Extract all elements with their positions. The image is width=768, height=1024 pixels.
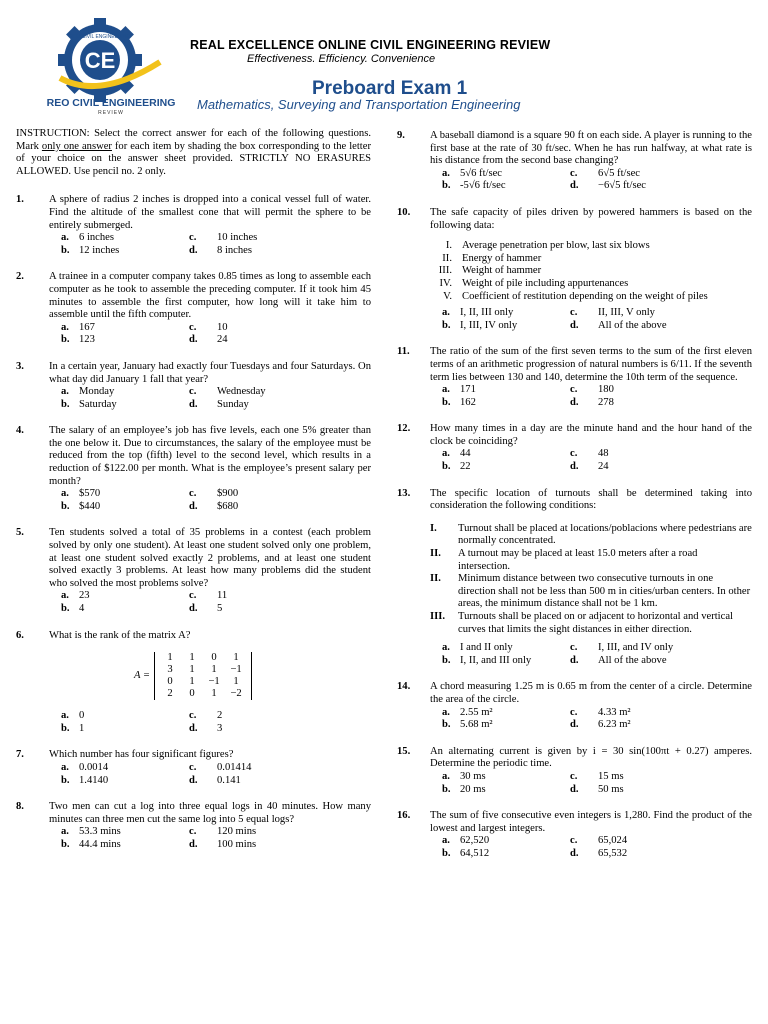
option-d: 8 inches bbox=[217, 244, 253, 256]
left-column bbox=[16, 128, 371, 866]
matrix-a bbox=[134, 652, 371, 700]
question-10: 10. The safe capacity of piles driven by powered hammers is based on the following data: I. Average penetration per blow, last six blows II. Energy of hammer III. Weight of hammer IV. Weight of pile including appurtenances V. Coefficient of restitution depending on the weight of piles a. I, II, III only c. II, III, V only b. I, III, IV only d. All of the above bbox=[397, 206, 752, 331]
option-a: 167 bbox=[79, 321, 95, 333]
option-c: II, III, V only bbox=[598, 307, 655, 319]
option-b: Saturday bbox=[79, 398, 117, 410]
option-a: Monday bbox=[79, 386, 115, 398]
option-d: 65,532 bbox=[598, 847, 628, 859]
option-b: 64,512 bbox=[460, 847, 490, 859]
question-14: 14. A chord measuring 1.25 m is 0.65 m from the center of a circle. Determine the area of the circle. a. 2.55 m² c. 4.33 m² b. 5.68 m² d. 6.23 m² bbox=[397, 681, 752, 731]
q13-conditions-list: I. Turnout shall be placed at locations/poblacions where pedestrians are normally concentrated. II. A turnout may be placed at least 15.0 meters after a road intersection. II. Minimum distance between two consecutive turnouts in one direction shall not be less than 500 m in cities/urban centers. In other areas, the minimum distance shall not be 1 km. III. Turnouts shall be placed on or adjacent to horizontal and vertical curves that limits the sight distances in either direction. bbox=[430, 522, 752, 635]
option-c: 6√5 ft/sec bbox=[598, 167, 640, 179]
question-9: 9. A baseball diamond is a square 90 ft on each side. A player is running to the first base at the rate of 30 ft/sec. When he has run halfway, at what rate is his distance from the second base changing? a. 5√6 ft/sec c. 6√5 ft/sec b. -5√6 ft/sec d. −6√5 ft/sec bbox=[397, 130, 752, 192]
option-c: Wednesday bbox=[217, 386, 266, 398]
option-a: 53.3 mins bbox=[79, 826, 121, 838]
option-b: 123 bbox=[79, 334, 95, 346]
option-a: 2.55 m² bbox=[460, 706, 493, 718]
option-b: 20 ms bbox=[460, 783, 486, 795]
option-c: 120 mins bbox=[217, 826, 257, 838]
option-c: 48 bbox=[598, 448, 609, 460]
option-a: 5√6 ft/sec bbox=[460, 167, 502, 179]
question-4: 4. The salary of an employee’s job has five levels, each one 5% greater than the one below it. Due to circumstances, the salary of the employee must be reduced from the top (fifth) level to the second level, which results in a reduction of $122.00 per month. What is the employee’s present salary per month? a. $570 c. $900 b. $440 d. $680 bbox=[16, 425, 371, 512]
review-center-title: REAL EXCELLENCE ONLINE CIVIL ENGINEERING REVIEW bbox=[190, 38, 551, 52]
matrix-label: A = bbox=[134, 669, 151, 681]
option-c: 10 bbox=[217, 321, 228, 333]
option-c: 15 ms bbox=[598, 770, 624, 782]
option-d: All of the above bbox=[598, 654, 667, 666]
option-b: $440 bbox=[79, 500, 101, 512]
svg-text:REO CIVIL ENGINEERING: REO CIVIL ENGINEERING bbox=[69, 34, 131, 40]
option-d: 0.141 bbox=[217, 774, 241, 786]
option-c: I, III, and IV only bbox=[598, 642, 674, 654]
option-c: 2 bbox=[217, 710, 223, 722]
question-15: 15. An alternating current is given by i = 30 sin(100πt + 0.27) amperes. Determine the periodic time. a. 30 ms c. 15 ms b. 20 ms d. 50 ms bbox=[397, 745, 752, 795]
review-center-tagline: Effectiveness. Efficiency. Convenience bbox=[247, 53, 436, 65]
option-d: 3 bbox=[217, 722, 223, 734]
option-a: I and II only bbox=[460, 642, 513, 654]
option-c: 65,024 bbox=[598, 835, 628, 847]
option-a: 62,520 bbox=[460, 835, 490, 847]
question-6: 6. What is the rank of the matrix A? A = 1 1 0 1 3 1 1 −1 0 1 −1 1 2 0 1 −2 a. 0 c. 2 b. 1 d. 3 bbox=[16, 630, 371, 736]
option-d: 50 ms bbox=[598, 783, 624, 795]
option-d: 24 bbox=[217, 334, 228, 346]
option-b: 4 bbox=[79, 603, 85, 614]
option-d: 6.23 m² bbox=[598, 719, 631, 731]
question-11: 11. The ratio of the sum of the first seven terms to the sum of the first eleven terms of an arithmetic progression of natural numbers is 6/11. If the seventh term lies between 130 and 140, determine the 10th term of the sequence. a. 171 c. 180 b. 162 d. 278 bbox=[397, 346, 752, 408]
option-a: 30 ms bbox=[460, 770, 486, 782]
option-b: 162 bbox=[460, 396, 476, 408]
question-12: 12. How many times in a day are the minute hand and the hour hand of the clock be coinciding? a. 44 c. 48 b. 22 d. 24 bbox=[397, 423, 752, 473]
instruction: INSTRUCTION: Select the correct answer for each of the following questions. Mark only one answer for each item by shading the box corresponding to the letter of your choice on the answer sheet provided. STRICTLY NO ERASURES ALLOWED. Use pencil no. 2 only. bbox=[16, 128, 371, 177]
option-c: 0.01414 bbox=[217, 761, 252, 773]
option-d: Sunday bbox=[217, 398, 249, 410]
option-b: -5√6 ft/sec bbox=[460, 180, 506, 192]
option-a: 23 bbox=[79, 590, 90, 602]
question-7: 7. Which number has four significant figures? a. 0.0014 c. 0.01414 b. 1.4140 d. 0.141 bbox=[16, 749, 371, 787]
logo-caption: REO CIVIL ENGINEERING bbox=[46, 97, 176, 109]
option-a: 44 bbox=[460, 448, 471, 460]
option-d: 5 bbox=[217, 603, 223, 614]
option-d: 100 mins bbox=[217, 838, 257, 850]
option-b: I, II, and III only bbox=[460, 654, 532, 666]
svg-text:CE: CE bbox=[84, 48, 116, 73]
option-d: −6√5 ft/sec bbox=[598, 180, 646, 192]
right-column bbox=[397, 130, 752, 875]
question-3: 3. In a certain year, January had exactly four Tuesdays and four Saturdays. On what day did January 1 fall that year? a. Monday c. Wednesday b. Saturday d. Sunday bbox=[16, 360, 371, 410]
question-13: 13. The specific location of turnouts shall be determined taking into consideration the following conditions: I. Turnout shall be placed at locations/poblacions where pedestrians are normally concentrated. II. A turnout may be placed at least 15.0 meters after a road intersection. II. Minimum distance between two consecutive turnouts in one direction shall not be less than 500 m in cities/urban centers. In other areas, the minimum distance shall not be 1 km. III. Turnouts shall be placed on or adjacent to horizontal and vertical curves that limits the sight distances in either direction. a. I and II only c. I, III, and IV only b. I, II, and III only d. All of the above bbox=[397, 487, 752, 666]
option-a: 171 bbox=[460, 384, 476, 396]
option-b: 5.68 m² bbox=[460, 719, 493, 731]
exam-subtitle: Mathematics, Surveying and Transportation Engineering bbox=[197, 97, 521, 112]
logo-subcaption: REVIEW bbox=[98, 110, 124, 116]
exam-title: Preboard Exam 1 bbox=[312, 78, 468, 99]
matrix-grid: 1 1 0 1 3 1 1 −1 0 1 −1 1 2 0 1 −2 bbox=[154, 652, 252, 700]
option-c: 11 bbox=[217, 590, 228, 602]
question-1: 1. A sphere of radius 2 inches is dropped into a conical vessel full of water. Find the altitude of the smallest cone that will permit the sphere to be entirely submerged. a. 6 inches c. 10 inches b. 12 inches d. 8 inches bbox=[16, 194, 371, 256]
option-d: $680 bbox=[217, 500, 239, 512]
question-8: 8. Two men can cut a log into three equal logs in 40 minutes. How many minutes can three men cut the same log into 5 equal logs? a. 53.3 mins c. 120 mins b. 44.4 mins d. 100 mins bbox=[16, 801, 371, 850]
option-b: 1.4140 bbox=[79, 774, 109, 786]
option-b: I, III, IV only bbox=[460, 319, 518, 331]
option-d: All of the above bbox=[598, 319, 667, 331]
option-c: 10 inches bbox=[217, 232, 258, 244]
option-b: 1 bbox=[79, 722, 85, 734]
option-d: 24 bbox=[598, 461, 609, 473]
option-c: $900 bbox=[217, 488, 239, 500]
option-b: 22 bbox=[460, 461, 471, 473]
question-16: 16. The sum of five consecutive even integers is 1,280. Find the product of the lowest and largest integers. a. 62,520 c. 65,024 b. 64,512 d. 65,532 bbox=[397, 810, 752, 859]
q10-conditions-list: I. Average penetration per blow, last six blows II. Energy of hammer III. Weight of hammer IV. Weight of pile including appurtenances V. Coefficient of restitution depending on the weight of piles bbox=[438, 240, 708, 302]
option-a: I, II, III only bbox=[460, 307, 514, 319]
option-b: 12 inches bbox=[79, 244, 120, 256]
question-5: 5. Ten students solved a total of 35 problems in a contest (each problem solved by only one student). At least one student solved only one problem, at least one student solved exactly 2 problems, and at least one student solved exactly 3 problems. At least how many problems did the student who solved the most problems solve? a. 23 c. 11 b. 4 d. 5 bbox=[16, 527, 371, 614]
option-c: 4.33 m² bbox=[598, 706, 631, 718]
option-c: 180 bbox=[598, 384, 614, 396]
option-a: $570 bbox=[79, 488, 101, 500]
option-a: 6 inches bbox=[79, 232, 115, 244]
question-2: 2. A trainee in a computer company takes 0.85 times as long to assemble each computer as he took to assemble the preceding computer. If it took him 45 minutes to assemble the first computer, how long will it take him to assemble until the fifth computer. a. 167 c. 10 b. 123 d. 24 bbox=[16, 271, 371, 346]
option-a: 0.0014 bbox=[79, 761, 109, 773]
option-d: 278 bbox=[598, 396, 614, 408]
option-a: 0 bbox=[79, 710, 85, 722]
option-b: 44.4 mins bbox=[79, 838, 121, 850]
